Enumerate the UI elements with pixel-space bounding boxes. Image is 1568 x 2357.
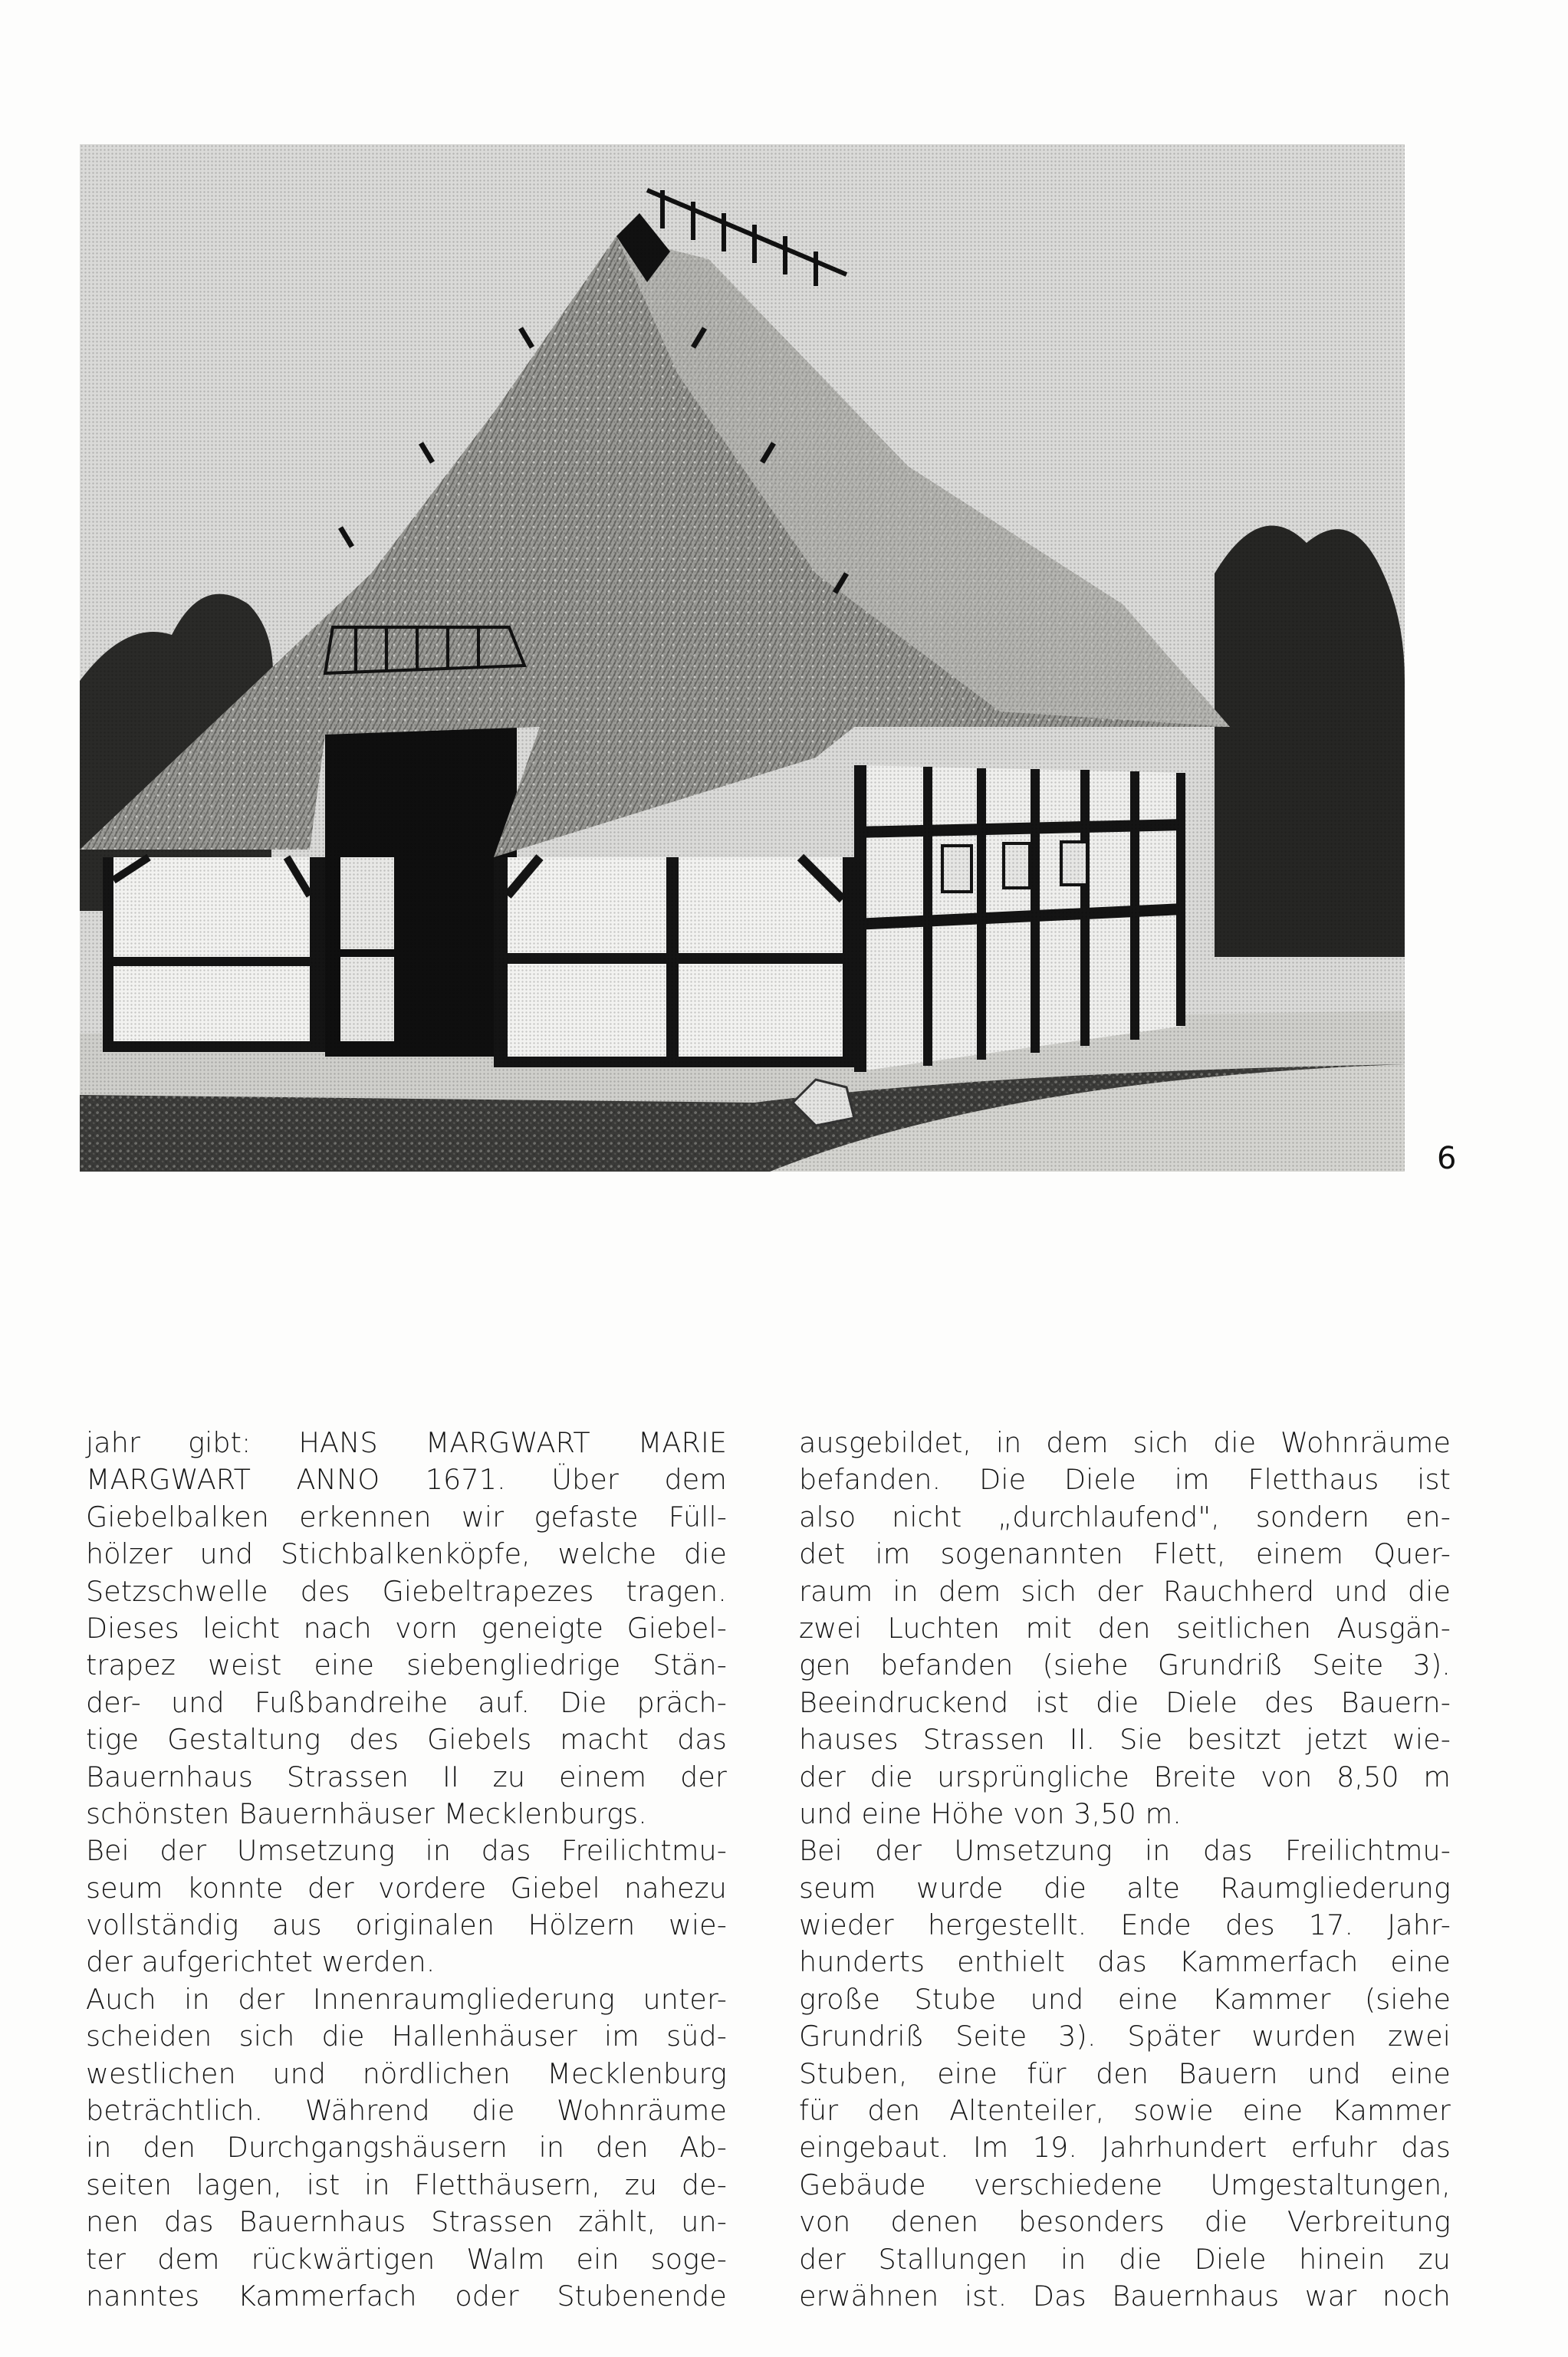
text-line: raum in dem sich der Rauchherd und die [799,1574,1451,1608]
text-line: seum wurde die alte Raumgliederung [799,1871,1451,1905]
trees-right [1215,526,1405,958]
text-line: der Stallungen in die Diele hinein zu [799,2242,1451,2276]
text-line: Setzschwelle des Giebeltrapezes tragen. [86,1574,727,1608]
text-line: tige Gestaltung des Giebels macht das [86,1723,727,1757]
page-number: 6 [1437,1141,1457,1176]
text-line: Stuben, eine für den Bauern und eine [799,2056,1451,2090]
text-line: scheiden sich die Hallenhäuser im süd- [86,2020,727,2053]
farmhouse-photo [80,144,1405,1172]
text-line: beträchtlich. Während die Wohnräume [86,2094,727,2128]
text-line: zwei Luchten mit den seitlichen Ausgän- [799,1611,1451,1645]
text-line: nen das Bauernhaus Strassen zählt, un- [86,2205,727,2239]
text-line: der aufgerichtet werden. [86,1945,436,1979]
text-line: Beeindruckend ist die Diele des Bauern- [799,1685,1451,1719]
text-line: trapez weist eine siebengliedrige Stän- [86,1649,727,1682]
text-line: hauses Strassen II. Sie besitzt jetzt wie- [799,1723,1451,1757]
text-line: westlichen und nördlichen Mecklenburg [86,2056,727,2090]
text-line: vollständig aus originalen Hölzern wie- [86,1908,727,1942]
wall-front-left [103,857,325,1049]
text-line: große Stube und eine Kammer (siehe [799,1982,1451,2016]
text-line: in den Durchgangshäusern in den Ab- [86,2131,727,2165]
text-line: seum konnte der vordere Giebel nahezu [86,1871,727,1905]
text-column-left [86,1425,727,2315]
text-line: und eine Höhe von 3,50 m. [799,1797,1182,1830]
text-line: nanntes Kammerfach oder Stubenende [86,2279,727,2313]
text-line: MARGWART ANNO 1671. Über dem [86,1463,727,1497]
text-line: Auch in der Innenraumgliederung unter- [86,1982,727,2016]
text-line: also nicht „durchlaufend", sondern en- [799,1500,1451,1534]
text-line: Bei der Umsetzung in das Freilichtmu- [799,1834,1451,1868]
text-line: Grundriß Seite 3). Später wurden zwei [799,2020,1451,2053]
text-line: Gebäude verschiedene Umgestaltungen, [799,2168,1451,2201]
text-line: jahr gibt: HANS MARGWART MARIE [86,1426,727,1459]
windows [942,842,1087,892]
text-line: gen befanden (siehe Grundriß Seite 3). [799,1649,1451,1682]
text-line: Bauernhaus Strassen II zu einem der [86,1760,727,1793]
text-line: hunderts enthielt das Kammerfach eine [799,1945,1451,1979]
text-line: Bei der Umsetzung in das Freilichtmu- [86,1834,727,1868]
text-line: hölzer und Stichbalkenköpfe, welche die [86,1537,727,1571]
text-column-right [799,1425,1451,2315]
text-line: seiten lagen, ist in Fletthäusern, zu de- [86,2168,727,2201]
text-line: eingebaut. Im 19. Jahrhundert erfuhr das [799,2131,1451,2165]
text-line: schönsten Bauernhäuser Mecklenburgs. [86,1797,647,1830]
text-line: für den Altenteiler, sowie eine Kammer [799,2094,1451,2128]
text-line: ter dem rückwärtigen Walm ein soge- [86,2242,727,2276]
text-line: Dieses leicht nach vorn geneigte Giebel- [86,1611,727,1645]
text-line: ausgebildet, in dem sich die Wohnräume [799,1426,1451,1459]
farmhouse-illustration [80,144,1405,1172]
text-line: Giebelbalken erkennen wir gefaste Füll- [86,1500,727,1534]
text-line: von denen besonders die Verbreitung [799,2205,1451,2239]
text-line: der die ursprüngliche Breite von 8,50 m [799,1760,1451,1793]
text-line: der- und Fußbandreihe auf. Die präch- [86,1685,727,1719]
text-line: erwähnen ist. Das Bauernhaus war noch [799,2279,1451,2313]
text-line: det im sogenannten Flett, einem Quer- [799,1537,1451,1571]
text-line: wieder hergestellt. Ende des 17. Jahr- [799,1908,1451,1942]
text-line: befanden. Die Diele im Fletthaus ist [799,1463,1451,1497]
